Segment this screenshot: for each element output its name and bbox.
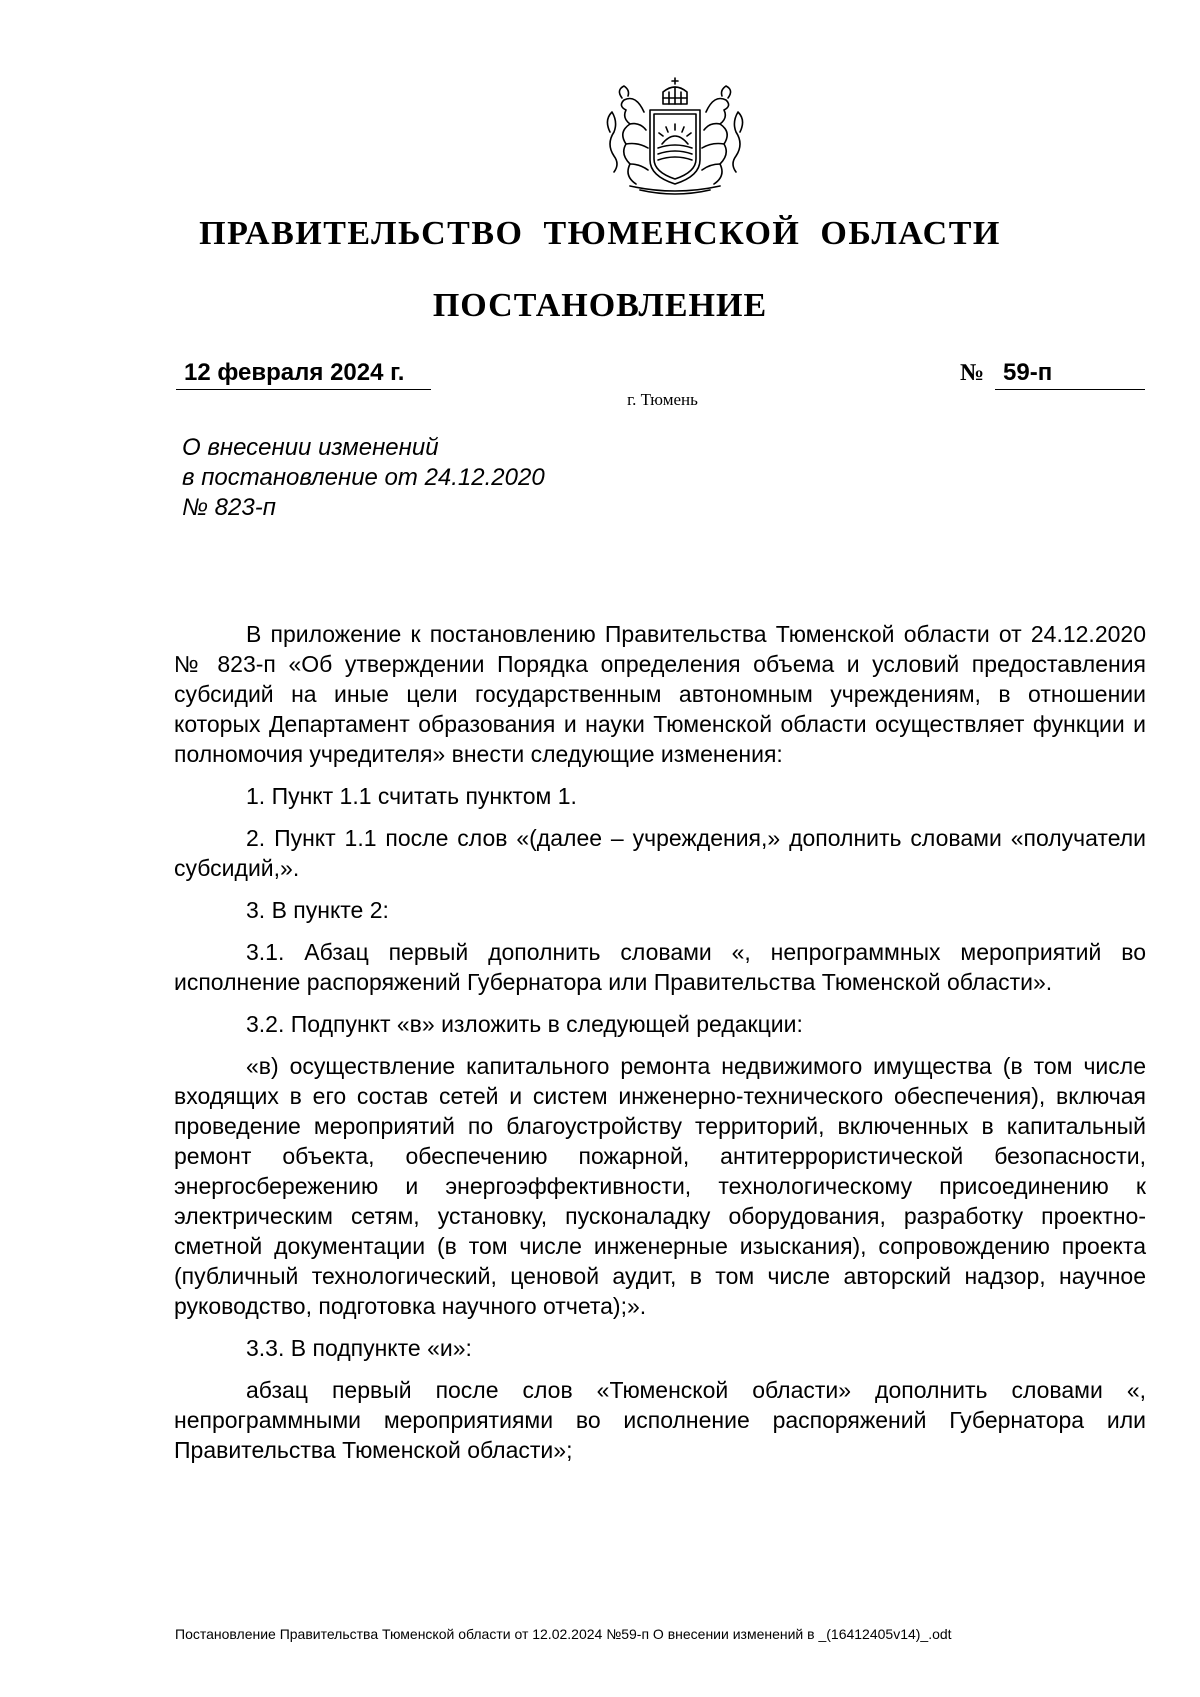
- body-paragraph: 3.1. Абзац первый дополнить словами «, непрограммных мероприятий во исполнение распоряжений Губернатора или Правительства Тюменской области».: [174, 939, 1146, 995]
- subject-line: № 823-п: [182, 494, 276, 521]
- body-paragraph: 2. Пункт 1.1 после слов «(далее – учреждения,» дополнить словами «получатели субсидий,».: [174, 825, 1146, 881]
- organization-title: ПРАВИТЕЛЬСТВО ТЮМЕНСКОЙ ОБЛАСТИ: [199, 215, 1001, 252]
- document-type-title: ПОСТАНОВЛЕНИЕ: [432, 287, 768, 324]
- body-paragraph: 1. Пункт 1.1 считать пунктом 1.: [246, 783, 577, 809]
- document-date: 12 февраля 2024 г.: [176, 358, 431, 390]
- body-paragraph: 3. В пункте 2:: [246, 897, 389, 923]
- body-paragraph: «в) осуществление капитального ремонта недвижимого имущества (в том числе входящих в его состав сетей и систем инженерно-технического обеспечения), включая проведение мероприятий по благоустройству территорий, включенных в капитальный ремонт объекта, обеспечению пожарной, антитеррористической безопасности, энергосбережению и энергоэффективности, технологическому присоединению к электрическим сетям, установку, пусконаладку оборудования, разработку проектно-сметной документации (в том числе инженерные изыскания), сопровождению проекта (публичный технологический, ценовой аудит, в том числе авторский надзор, научное руководство, подготовка научного отчета);».: [174, 1053, 1146, 1319]
- document-number: 59-п: [995, 358, 1145, 390]
- body-paragraph: 3.3. В подпункте «и»:: [246, 1335, 472, 1361]
- document-subject: [182, 433, 545, 523]
- subject-line: О внесении изменений: [182, 434, 439, 461]
- body-paragraph: абзац первый после слов «Тюменской области» дополнить словами «, непрограммными мероприятиями во исполнение распоряжений Губернатора или Правительства Тюменской области»;: [174, 1377, 1146, 1463]
- city-label: г. Тюмень: [627, 390, 698, 409]
- body-paragraph: В приложение к постановлению Правительства Тюменской области от 24.12.2020 № 823-п «Об утверждении Порядка определения объема и условий предоставления субсидий на иные цели государственным автономным учреждениям, в отношении которых Департамент образования и науки Тюменской области осуществляет функции и полномочия учредителя» внести следующие изменения:: [174, 621, 1146, 767]
- body-paragraph: 3.2. Подпункт «в» изложить в следующей редакции:: [246, 1011, 803, 1037]
- coat-of-arms-emblem: [600, 72, 750, 198]
- number-sign: №: [960, 360, 985, 386]
- page-footer: Постановление Правительства Тюменской области от 12.02.2024 №59-п О внесении изменений в _(16412405v14)_.odt: [175, 1626, 952, 1642]
- subject-line: в постановление от 24.12.2020: [182, 464, 545, 491]
- document-body: [174, 619, 1146, 1477]
